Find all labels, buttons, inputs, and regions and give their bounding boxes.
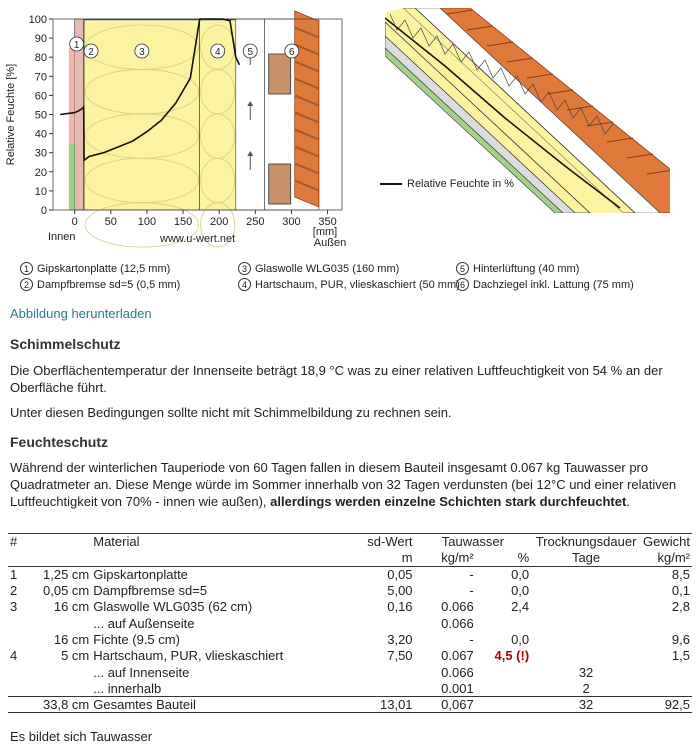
cell [531, 599, 641, 615]
cell: 0,05 cm [43, 583, 90, 599]
cell: 0,0 [511, 631, 530, 647]
legend-label: Gipskartonplatte (12,5 mm) [37, 262, 171, 275]
y-tick-label: 0 [40, 205, 47, 217]
batten-block [269, 164, 291, 204]
layer-number-badge: 2 [20, 278, 33, 291]
unit-header: % [476, 550, 531, 566]
cell: 0.066 [441, 664, 474, 680]
results-table [8, 533, 692, 713]
y-tick-label: 70 [34, 71, 47, 84]
cell: 0.067 [441, 648, 474, 664]
cell [641, 680, 692, 696]
inner-surface-strip [69, 143, 75, 210]
cell: 0,067 [415, 696, 476, 712]
y-tick-label: 40 [34, 128, 47, 141]
cell: 2 [10, 583, 18, 599]
moisture-text [10, 459, 690, 510]
cell: 8,5 [671, 566, 690, 582]
col-header: Material [91, 534, 339, 550]
x-tick-label: 250 [246, 216, 265, 228]
layer-number-label: 4 [214, 47, 221, 58]
cell [8, 615, 32, 631]
layer-number-label: 2 [88, 47, 94, 58]
mold-protection-heading: Schimmelschutz [10, 336, 121, 352]
legend-item [238, 262, 456, 275]
legend-item [456, 278, 680, 291]
batten-block [269, 54, 291, 94]
y-tick-label: 100 [28, 14, 47, 26]
cell [476, 615, 531, 631]
cell: ... innerhalb [93, 680, 162, 696]
legend-item [456, 262, 680, 275]
cell [32, 664, 92, 680]
cell: 92,5 [641, 696, 692, 712]
y-axis-label: Relative Feuchte [%] [5, 63, 17, 166]
cell: 0,16 [387, 599, 413, 615]
cell: Fichte (9.5 cm) [93, 631, 180, 647]
layer-legend [20, 262, 680, 291]
x-tick-label: 200 [209, 216, 229, 228]
cell: Dampfbremse sd=5 [93, 583, 208, 599]
humidity-chart [0, 0, 380, 255]
inside-label: Innen [48, 231, 76, 243]
table-row [8, 582, 692, 598]
cell: 0,0 [511, 566, 530, 582]
cell: 7,50 [387, 648, 413, 664]
layer-number-badge: 4 [238, 278, 251, 291]
cell [8, 680, 32, 696]
outside-label: Außen [313, 237, 347, 249]
cell [476, 696, 531, 712]
condensation-note: Es bildet sich Tauwasser [10, 729, 153, 744]
layer-number-badge: 5 [456, 262, 469, 275]
y-tick-label: 80 [34, 52, 47, 65]
cell: 3 [10, 599, 18, 615]
cell [531, 631, 641, 647]
cell: 13,01 [339, 696, 414, 712]
cell: 0.066 [441, 599, 474, 615]
layer-number-label: 3 [139, 47, 145, 58]
y-tick-label: 20 [34, 166, 47, 179]
cell [476, 664, 531, 680]
download-figure-link[interactable]: Abbildung herunterladen [10, 306, 152, 321]
y-tick-label: 10 [34, 185, 47, 198]
cell: 0,1 [671, 583, 690, 599]
cell [641, 615, 692, 631]
table-row [8, 599, 692, 615]
table-sum-row [8, 696, 692, 712]
col-header: Trocknungsdauer [531, 534, 641, 550]
col-header: # [8, 534, 32, 550]
cell: Gipskartonplatte [93, 566, 188, 582]
unit-header: kg/m² [415, 550, 476, 566]
cell: 4,5 (!) [494, 648, 530, 664]
cell: Gesamtes Bauteil [91, 696, 339, 712]
cell: 0.066 [441, 615, 474, 631]
moisture-text-main: Während der winterlichen Tauperiode von 60 Tagen fallen in diesem Bauteil insgesamt 0.067 kg Tauwasser pro Quadratmeter an. Diese Menge würde im Sommer innerhalb von 32 Tagen verdunsten (bei 12°C und einer relativen Luftfeuchtigkeit von 70% - innen wie außen), [10, 460, 677, 509]
legend-label: Hinterlüftung (40 mm) [473, 262, 580, 275]
inner-surface-strip [69, 48, 75, 143]
layer-number-label: 1 [73, 40, 80, 51]
x-tick-label: 350 [318, 216, 337, 228]
cell: 16 cm [53, 599, 90, 615]
cell [531, 566, 641, 582]
cell: 2 [582, 680, 590, 696]
x-unit-label: [mm] [312, 226, 338, 238]
moisture-protection-heading: Feuchteschutz [10, 434, 109, 450]
cell: 32 [578, 664, 594, 680]
mold-text-2: Unter diesen Bedingungen sollte nicht mit Schimmelbildung zu rechnen sein. [10, 405, 452, 420]
cell [531, 615, 641, 631]
moisture-text-end: . [626, 494, 630, 509]
cell: 0.001 [441, 680, 474, 696]
cell: 0,05 [387, 566, 413, 582]
table-row [8, 631, 692, 647]
cell [339, 680, 414, 696]
y-tick-label: 90 [34, 33, 47, 46]
table-unit-row [8, 550, 692, 566]
source-label: www.u-wert.net [160, 233, 236, 245]
cell: 2,8 [671, 599, 690, 615]
layer-number-badge: 3 [238, 262, 251, 275]
cell: 5,00 [387, 583, 413, 599]
cell: 33,8 cm [32, 696, 92, 712]
table-row [8, 648, 692, 664]
cell [32, 680, 92, 696]
layer-number-label: 6 [289, 47, 295, 58]
legend-item [20, 278, 238, 291]
cell: - [469, 566, 474, 582]
table-header-row [8, 534, 692, 550]
col-header: sd-Wert [339, 534, 414, 550]
y-tick-label: 50 [34, 109, 47, 122]
cell: Glaswolle WLG035 (62 cm) [93, 599, 253, 615]
cell: 1 [10, 566, 18, 582]
cell: 9,6 [671, 631, 690, 647]
cell: 0,0 [511, 583, 530, 599]
legend-label: Dampfbremse sd=5 (0,5 mm) [37, 278, 181, 291]
unit-header: m [339, 550, 414, 566]
cell [8, 664, 32, 680]
x-tick-label: 150 [173, 216, 193, 228]
table-row [8, 680, 692, 696]
cell: ... auf Außenseite [93, 615, 195, 631]
unit-header: kg/m² [641, 550, 692, 566]
table-row [8, 566, 692, 582]
cell: 1,25 cm [43, 566, 90, 582]
cell [531, 582, 641, 598]
y-tick-label: 60 [34, 90, 47, 103]
mold-text-1: Die Oberflächentemperatur der Innenseite beträgt 18,9 °C was zu einer relativen Luftfeuchtigkeit von 54 % an der Oberfläche führt. [10, 363, 663, 395]
legend-item [238, 278, 460, 291]
cell [641, 664, 692, 680]
cell: - [469, 631, 474, 647]
legend-line-sample [380, 183, 402, 185]
table-row [8, 615, 692, 631]
cell: 16 cm [53, 631, 90, 647]
legend-item [20, 262, 238, 275]
cell: ... auf Innenseite [93, 664, 190, 680]
cell: 3,20 [387, 631, 413, 647]
legend-label: Dachziegel inkl. Lattung (75 mm) [473, 278, 634, 291]
cell: 5 cm [61, 648, 90, 664]
col-header: Gewicht [641, 534, 692, 550]
cell [531, 648, 641, 664]
cell [476, 680, 531, 696]
y-tick-label: 30 [34, 147, 47, 160]
cell: Hartschaum, PUR, vlieskaschiert [93, 648, 284, 664]
x-tick-label: 300 [282, 216, 301, 228]
x-tick-label: 50 [104, 216, 117, 228]
table-row [8, 664, 692, 680]
layer-number-badge: 6 [456, 278, 469, 291]
humidity-chart-svg [0, 0, 380, 255]
roof-legend-label: Relative Feuchte in % [407, 178, 514, 190]
col-header: Tauwasser [415, 534, 532, 550]
moisture-text-warning: allerdings werden einzelne Schichten stark durchfeuchtet [270, 494, 627, 509]
cell: 2,4 [511, 599, 530, 615]
layer-number-label: 5 [247, 47, 254, 58]
cell [8, 696, 32, 712]
cell: 4 [10, 648, 18, 664]
x-tick-label: 100 [137, 216, 157, 228]
legend-label: Glaswolle WLG035 (160 mm) [255, 262, 400, 275]
cell [8, 631, 32, 647]
layer-number-badge: 1 [20, 262, 33, 275]
cell: 32 [531, 696, 641, 712]
unit-header: Tage [531, 550, 641, 566]
cell: - [469, 583, 474, 599]
cell [32, 615, 92, 631]
cell [339, 615, 414, 631]
cell: 1,5 [671, 648, 690, 664]
cell [339, 664, 414, 680]
legend-label: Hartschaum, PUR, vlieskaschiert (50 mm) [255, 278, 460, 291]
x-tick-label: 0 [71, 216, 78, 228]
roof-legend [380, 178, 514, 190]
